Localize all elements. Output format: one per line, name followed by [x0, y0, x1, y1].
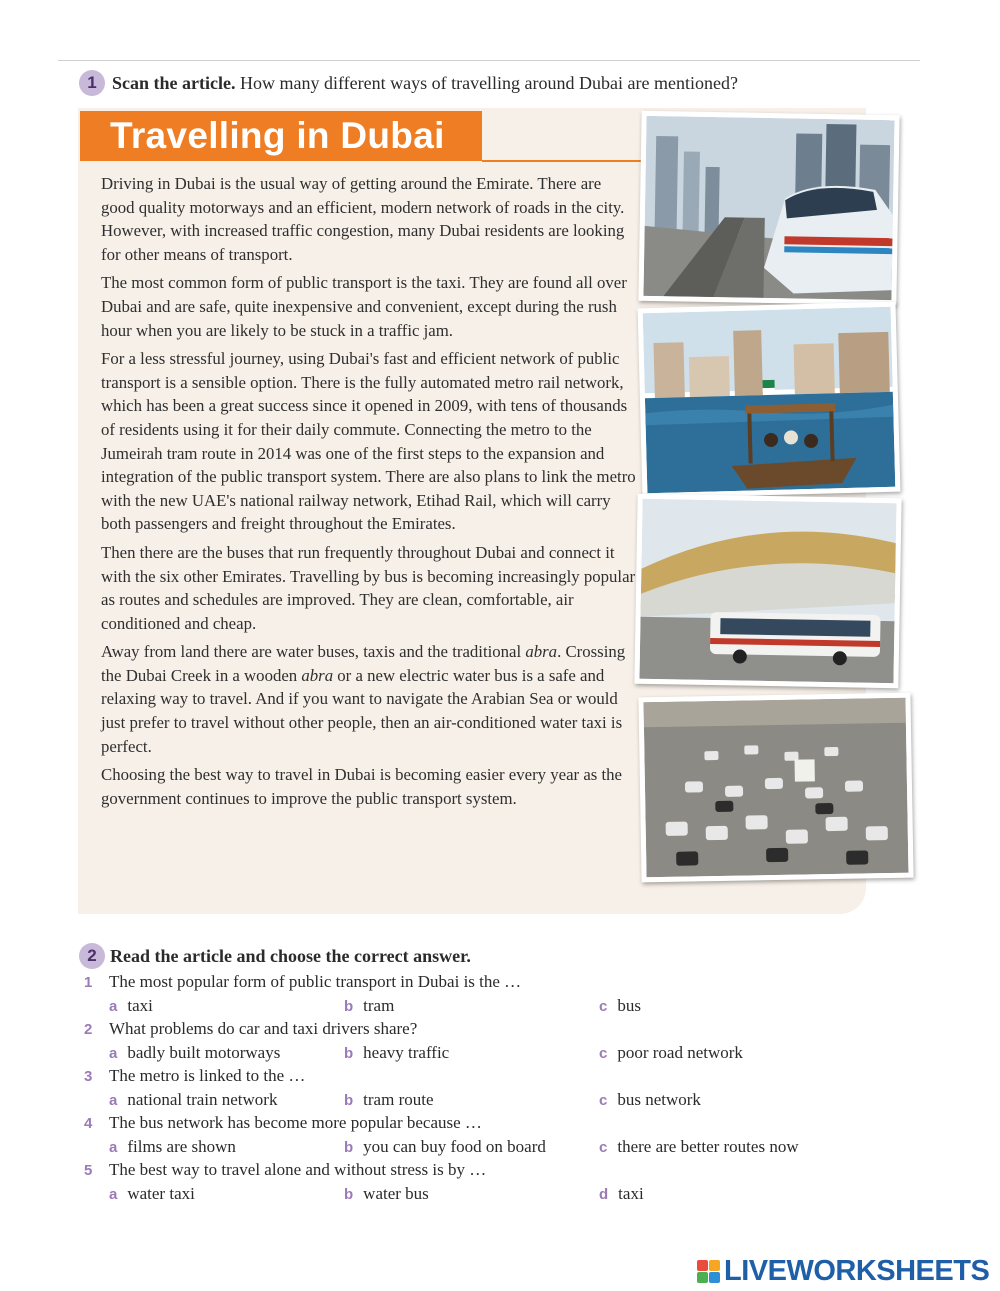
questions-list — [84, 972, 884, 1207]
option-text: tram — [363, 995, 395, 1015]
option-a[interactable] — [109, 996, 153, 1016]
question-number: 4 — [84, 1115, 93, 1132]
option-letter: a — [109, 1185, 118, 1203]
exercise-1-number: 1 — [79, 70, 105, 96]
traffic-jam-image — [643, 698, 908, 878]
logo-text: LIVEWORKSHEETS — [724, 1254, 990, 1287]
article-text-span: Away from land there are water buses, taxis and the traditional — [101, 642, 526, 662]
option-b[interactable] — [344, 996, 394, 1016]
article-paragraph: Driving in Dubai is the usual way of getting around the Emirate. There are good quality motorways and an efficient, modern network of roads in the city. However, with increased traffic congestion, many Dubai residents are looking for other means of transport. — [101, 174, 625, 264]
option-text: bus network — [617, 1089, 701, 1109]
metro-train-photo — [638, 111, 899, 305]
options-row — [84, 996, 884, 1020]
question-text: The best way to travel alone and without stress is by … — [109, 1160, 487, 1179]
article-paragraph: The most common form of public transport is the taxi. They are found all over Dubai and are safe, quite inexpensive and convenient, except during the rush hour when you are likely to be stuck in a traffic jam. — [101, 273, 627, 340]
option-b[interactable] — [344, 1043, 449, 1063]
option-text: water taxi — [127, 1183, 195, 1203]
question-number: 3 — [84, 1068, 93, 1085]
question-text: The most popular form of public transport in Dubai is the … — [109, 972, 522, 991]
article-body — [101, 172, 636, 815]
bus-station-image — [639, 499, 896, 683]
article-paragraph: For a less stressful journey, using Dubai's fast and efficient network of public transport is a sensible option. There is the fully automated metro rail network, which has been a great success since it opened in 2009, with tens of thousands of residents using it for their daily commute. Connecting the metro to the Jumeirah tram route in 2014 was one of the first steps to the expansion and integration of the public transport system. There are also plans to link the metro with the new UAE's national railway network, Etihad Rail, which will carry both passengers and freight throughout the Emirates. — [101, 349, 636, 534]
exercise-2-number: 2 — [79, 943, 105, 969]
logo-icon — [697, 1260, 720, 1283]
article-text-span: or a new electric water bus is a safe and relaxing way to travel. And if you want to navigate the Arabian Sea or would just prefer to travel without other people, then an air-conditioned water taxi is perfect. — [101, 665, 623, 756]
option-letter: d — [599, 1185, 609, 1203]
option-letter: a — [109, 1138, 118, 1156]
option-letter: a — [109, 1091, 118, 1109]
option-text: poor road network — [617, 1042, 743, 1062]
option-text: films are shown — [127, 1136, 236, 1156]
article-paragraph: Choosing the best way to travel in Dubai is becoming easier every year as the government continues to improve the public transport system. — [101, 765, 622, 808]
article-italic-abra: abra — [301, 665, 334, 685]
question-number: 1 — [84, 974, 93, 991]
article-italic-abra: abra — [525, 642, 558, 662]
option-text: national train network — [127, 1089, 278, 1109]
logo-block — [697, 1272, 708, 1283]
question-row — [84, 1160, 884, 1184]
option-letter: b — [344, 1091, 354, 1109]
option-letter: c — [599, 997, 608, 1015]
option-b[interactable] — [344, 1184, 429, 1204]
exercise-1-instruction-bold: Scan the article. — [112, 73, 236, 93]
options-row — [84, 1043, 884, 1067]
options-row — [84, 1184, 884, 1208]
option-a[interactable] — [109, 1184, 195, 1204]
question-number: 2 — [84, 1021, 93, 1038]
logo-block — [709, 1260, 720, 1271]
question-number: 5 — [84, 1162, 93, 1179]
question-row — [84, 972, 884, 996]
abra-boat-photo — [638, 302, 901, 499]
option-a[interactable] — [109, 1137, 236, 1157]
option-letter: b — [344, 1044, 354, 1062]
article-text-span: . Crossing the Dubai Creek in a wooden — [101, 642, 626, 685]
option-letter: a — [109, 1044, 118, 1062]
option-letter: b — [344, 1185, 354, 1203]
option-text: water bus — [363, 1183, 429, 1203]
option-c[interactable] — [599, 1137, 799, 1157]
options-row — [84, 1137, 884, 1161]
options-row — [84, 1090, 884, 1114]
option-text: there are better routes now — [617, 1136, 799, 1156]
option-b[interactable] — [344, 1137, 546, 1157]
article-title: Travelling in Dubai — [110, 115, 445, 156]
option-b[interactable] — [344, 1090, 434, 1110]
liveworksheets-logo[interactable] — [697, 1255, 989, 1287]
option-text: tram route — [363, 1089, 434, 1109]
exercise-2-instruction: Read the article and choose the correct answer. — [110, 946, 471, 966]
option-letter: b — [344, 997, 354, 1015]
article-paragraph: Then there are the buses that run frequently throughout Dubai and connect it with the six other Emirates. Travelling by bus is becoming increasingly popular as routes and schedules are improved. They are clean, comfortable, air conditioned and cheap. — [101, 542, 636, 633]
option-text: heavy traffic — [363, 1042, 450, 1062]
question-row — [84, 1066, 884, 1090]
metro-train-image — [643, 116, 894, 300]
top-divider — [58, 60, 920, 61]
option-d[interactable] — [599, 1184, 644, 1204]
logo-block — [697, 1260, 708, 1271]
question-text: The bus network has become more popular because … — [109, 1113, 482, 1132]
article-paragraph — [101, 640, 636, 758]
question-row — [84, 1113, 884, 1137]
question-text: The metro is linked to the … — [109, 1066, 306, 1085]
option-a[interactable] — [109, 1090, 277, 1110]
abra-boat-image — [643, 307, 896, 493]
traffic-jam-photo — [638, 693, 913, 883]
option-letter: c — [599, 1091, 608, 1109]
option-letter: b — [344, 1138, 354, 1156]
option-text: badly built motorways — [127, 1042, 281, 1062]
option-a[interactable] — [109, 1043, 280, 1063]
option-text: you can buy food on board — [363, 1136, 546, 1156]
option-text: bus — [617, 995, 641, 1015]
question-row — [84, 1019, 884, 1043]
option-c[interactable] — [599, 1043, 743, 1063]
option-c[interactable] — [599, 1090, 701, 1110]
question-text: What problems do car and taxi drivers share? — [109, 1019, 418, 1038]
option-letter: a — [109, 997, 118, 1015]
option-text: taxi — [127, 995, 153, 1015]
option-letter: c — [599, 1138, 608, 1156]
bus-station-photo — [634, 494, 901, 689]
option-letter: c — [599, 1044, 608, 1062]
option-text: taxi — [618, 1183, 644, 1203]
exercise-1-instruction-rest: How many different ways of travelling around Dubai are mentioned? — [235, 73, 738, 93]
exercise-1-instruction — [112, 73, 738, 94]
title-underline — [482, 160, 642, 162]
logo-block — [709, 1272, 720, 1283]
option-c[interactable] — [599, 996, 641, 1016]
